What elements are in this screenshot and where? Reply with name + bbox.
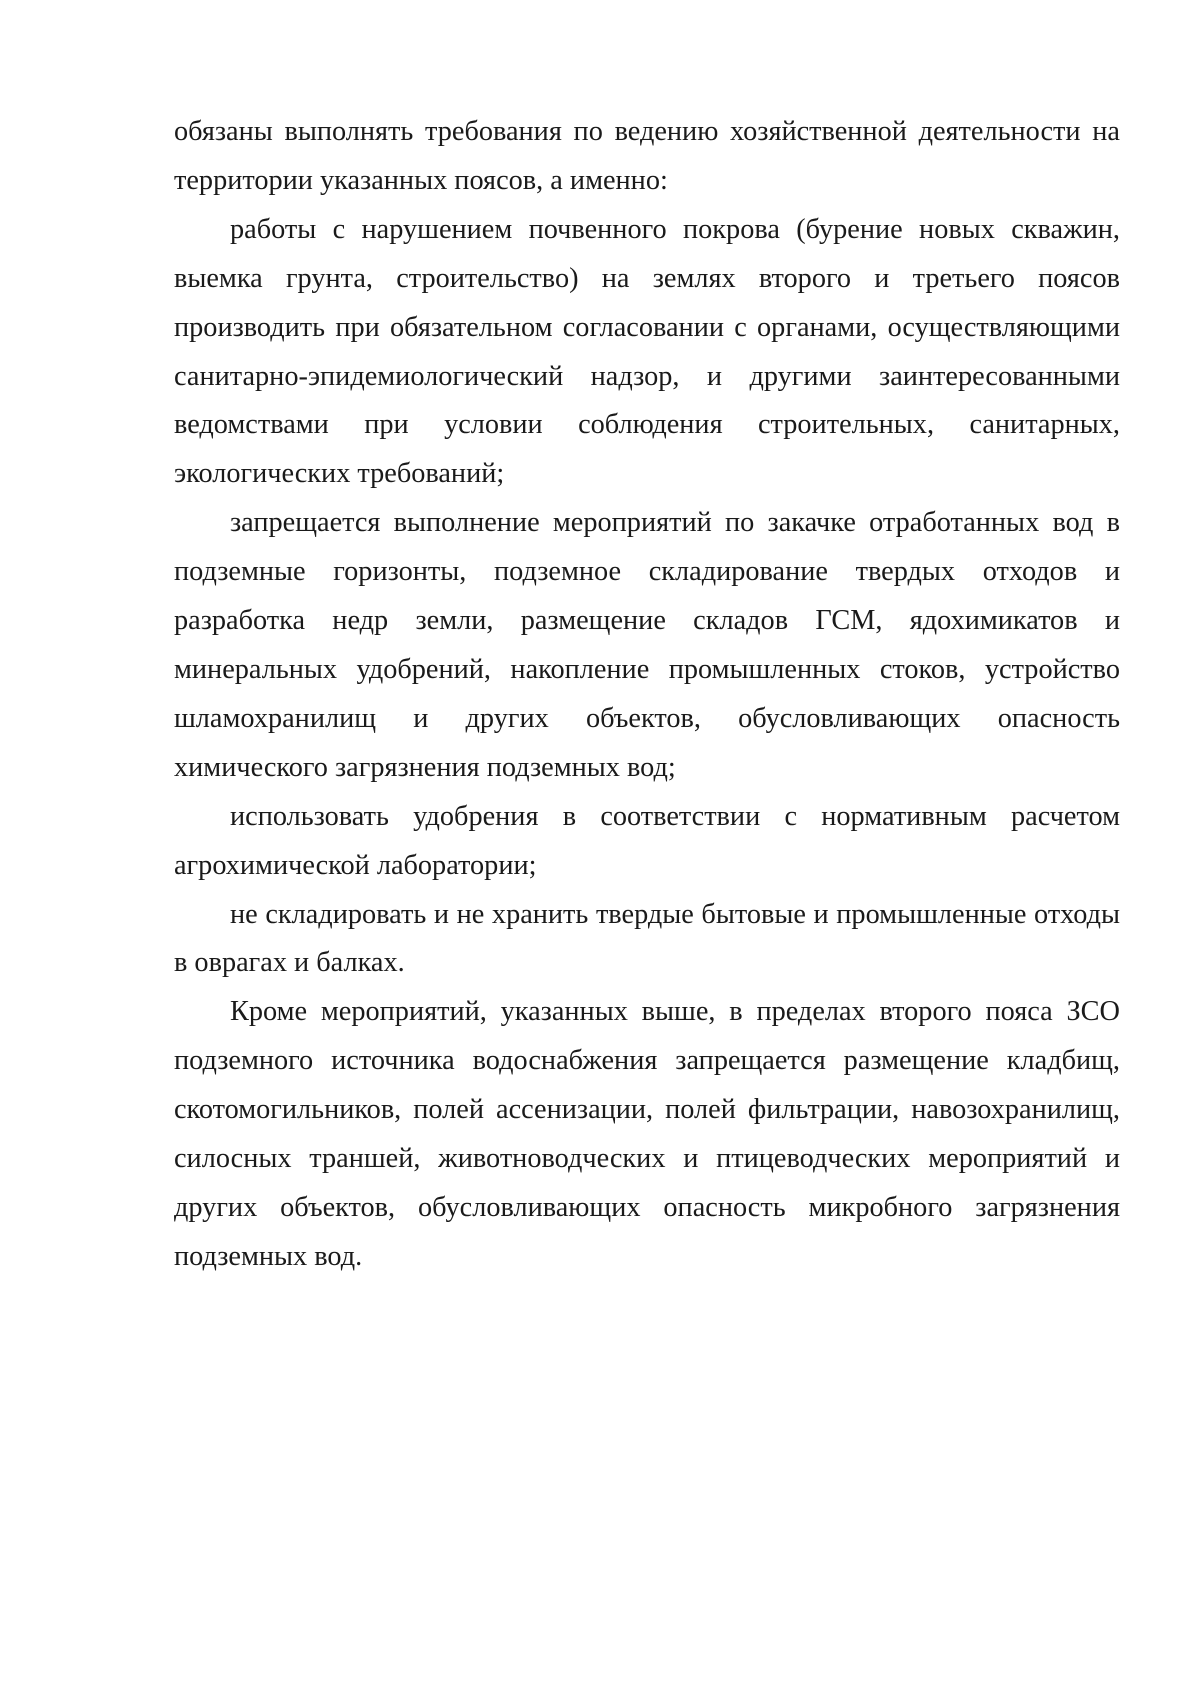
- paragraph-second-zone: Кроме мероприятий, указанных выше, в пределах второго пояса ЗСО подземного источника водоснабжения запрещается размещение кладбищ, скотомогильников, полей ассенизации, полей фильтрации, навозохранилищ, силосных траншей, животноводческих и птицеводческих мероприятий и других объектов, обусловливающих опасность микробного загрязнения подземных вод.: [174, 996, 1120, 1272]
- paragraph-prohibitions: запрещается выполнение мероприятий по закачке отработанных вод в подземные горизонты, подземное складирование твердых отходов и разработка недр земли, размещение складов ГСМ, ядохимикатов и минеральных удобрений, накопление промышленных стоков, устройство шламохранилищ и других объектов, обусловливающих опасность химического загрязнения подземных вод;: [174, 507, 1120, 783]
- paragraph-fertilizers: использовать удобрения в соответствии с нормативным расчетом агрохимической лаборатории;: [174, 800, 1120, 881]
- paragraph-continuation: обязаны выполнять требования по ведению хозяйственной деятельности на территории указанных поясов, а именно:: [174, 116, 1120, 196]
- document-body: [174, 108, 1120, 1282]
- paragraph-waste-storage: не складировать и не хранить твердые бытовые и промышленные отходы в оврагах и балках.: [174, 898, 1120, 979]
- paragraph-soil-works: работы с нарушением почвенного покрова (бурение новых скважин, выемка грунта, строительство) на землях второго и третьего поясов производить при обязательном согласовании с органами, осуществляющими санитарно-эпидемиологический надзор, и другими заинтересованными ведомствами при условии соблюдения строительных, санитарных, экологических требований;: [174, 213, 1120, 490]
